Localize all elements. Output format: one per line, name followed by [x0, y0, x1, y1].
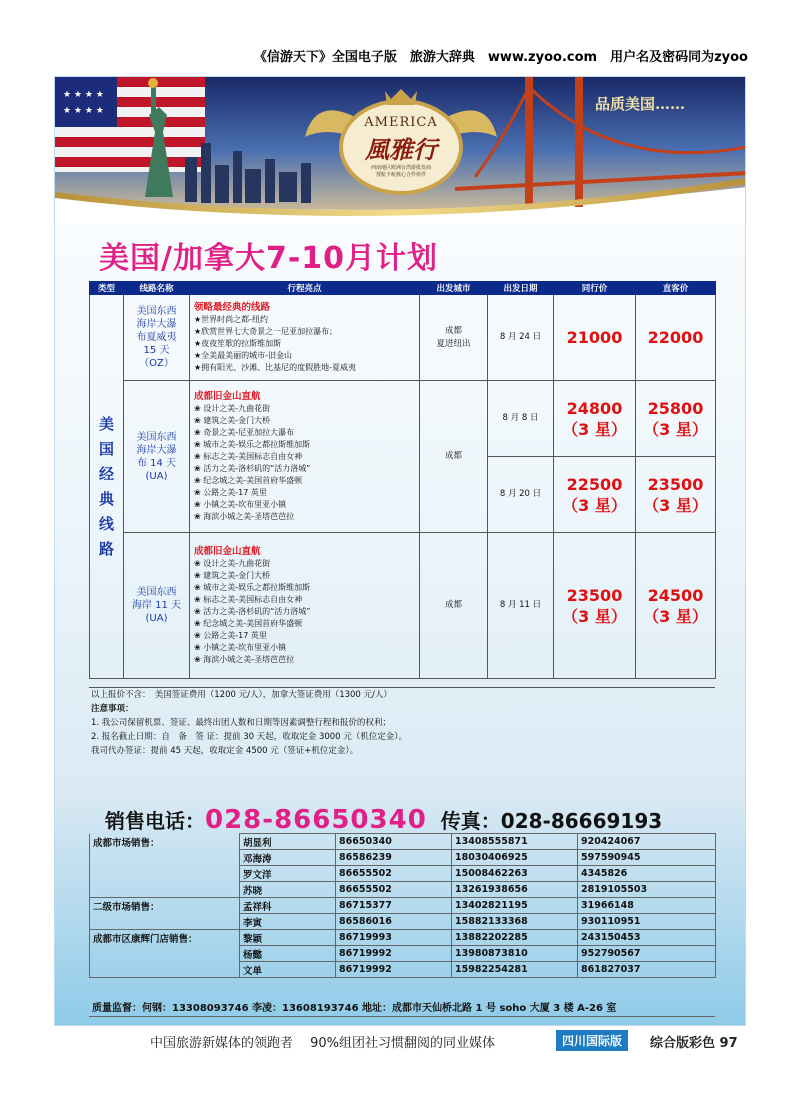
- edition-tag: 四川国际版: [556, 1030, 628, 1051]
- contact-mobile: 18030406925: [452, 850, 578, 866]
- contact-phone: 86715377: [336, 898, 452, 914]
- highlight-item: ❀ 城市之美-娱乐之都拉斯维加斯: [194, 439, 311, 449]
- footer-slogan: 中国旅游新媒体的领跑者 90%组团社习惯翻阅的同业媒体: [150, 1036, 496, 1051]
- contact-name: 邓海涛: [240, 850, 336, 866]
- direct-price: 22000: [636, 295, 716, 381]
- contact-mobile: 15008462263: [452, 866, 578, 882]
- notes: [89, 687, 715, 758]
- sales-contact-line: [105, 805, 662, 835]
- direct-price: 25800 （3 星）: [636, 381, 716, 457]
- contact-phone: 86719993: [336, 930, 452, 946]
- highlight-title: 领略最经典的线路: [194, 301, 271, 313]
- contact-qq: 861827037: [578, 962, 716, 978]
- contact-mobile: 13882202285: [452, 930, 578, 946]
- contact-qq: 31966148: [578, 898, 716, 914]
- table-row: [90, 866, 716, 882]
- table-row: [90, 930, 716, 946]
- contact-qq: 4345826: [578, 866, 716, 882]
- highlight-item: ❀ 建筑之美-金门大桥: [194, 570, 271, 580]
- category-char: 典: [98, 489, 114, 508]
- departure-date: 8 月 20 日: [488, 457, 554, 533]
- table-row: [90, 295, 716, 381]
- table-header-row: [90, 282, 716, 295]
- category-char: 路: [98, 539, 114, 558]
- contact-phone: 86586016: [336, 914, 452, 930]
- highlight-item: ❀ 纪念城之美-美国首府华盛顿: [194, 475, 303, 485]
- svg-text:★ ★ ★ ★: ★ ★ ★ ★: [63, 90, 104, 100]
- contact-phone: 86719992: [336, 962, 452, 978]
- logo-sub-2: 授航卡航核心合作伙伴: [375, 172, 426, 178]
- table-row: [90, 914, 716, 930]
- note-line: 以上报价不含： 美国签证费用（1200 元/人），加拿大签证费用（1300 元/人）: [91, 690, 392, 700]
- contact-qq: 930110951: [578, 914, 716, 930]
- highlight-item: ❀ 设计之美-九曲花街: [194, 558, 271, 568]
- table-row: [90, 962, 716, 978]
- contact-qq: 2819105503: [578, 882, 716, 898]
- table-row: [90, 946, 716, 962]
- departure-date: 8 月 24 日: [488, 295, 554, 381]
- contact-mobile: 13261938656: [452, 882, 578, 898]
- table-row: [90, 381, 716, 457]
- contact-phone: 86586239: [336, 850, 452, 866]
- contact-phone: 86655502: [336, 882, 452, 898]
- contact-name: 文单: [240, 962, 336, 978]
- highlight-item: ❀ 设计之美-九曲花街: [194, 403, 271, 413]
- contact-name: 苏晓: [240, 882, 336, 898]
- contact-name: 胡显利: [240, 834, 336, 850]
- logo-brand: AMERICA: [364, 115, 438, 130]
- group-label: 成都市区康辉门店销售：: [90, 930, 240, 946]
- contact-qq: 920424067: [578, 834, 716, 850]
- category-char: 经: [98, 464, 114, 483]
- highlight-item: ❀ 标志之美-美国标志自由女神: [194, 451, 303, 461]
- highlights-cell: [190, 381, 420, 533]
- category-char: 国: [98, 439, 114, 458]
- contact-mobile: 13402821195: [452, 898, 578, 914]
- note-line: 1. 我公司保留机票、签证、最终出团人数和日期等因素调整行程和报价的权利；: [91, 718, 391, 728]
- highlight-item: ❀ 纪念城之美-美国首府华盛顿: [194, 618, 303, 628]
- highlight-item: ❀ 小镇之美-坎布里亚小镇: [194, 642, 287, 652]
- highlight-item: ★世界时尚之都-纽约: [194, 314, 269, 324]
- group-label: 二级市场销售：: [90, 898, 240, 914]
- header-city: 出发城市: [420, 282, 488, 295]
- highlight-item: ❀ 标志之美-美国标志自由女神: [194, 594, 303, 604]
- header-route: 线路名称: [124, 282, 190, 295]
- note-line: 我司代办签证：提前 45 天起，收取定金 4500 元（签证+机位定金）。: [91, 746, 359, 756]
- contact-phone: 86719992: [336, 946, 452, 962]
- highlight-item: ❀ 海滨小城之美-圣塔芭芭拉: [194, 654, 295, 664]
- note-line: 2. 报名截止日期：自 备 签 证：提前 30 天起，收取定金 3000 元（机位定金）。: [91, 732, 408, 742]
- highlight-item: ❀ 奇景之美-尼亚加拉大瀑布: [194, 427, 295, 437]
- fax-number: 028-86669193: [500, 809, 663, 833]
- header-date: 出发日期: [488, 282, 554, 295]
- contact-phone: 86655502: [336, 866, 452, 882]
- contact-name: 杨懿: [240, 946, 336, 962]
- contact-mobile: 15982254281: [452, 962, 578, 978]
- sales-phone-label: 销售电话：: [105, 809, 205, 833]
- peer-price: 23500 （3 星）: [554, 533, 636, 679]
- highlight-item: ❀ 活力之美-洛杉矶的“活力洛城”: [194, 606, 311, 616]
- highlights-cell: [190, 295, 420, 381]
- contact-qq: 952790567: [578, 946, 716, 962]
- contact-qq: 243150453: [578, 930, 716, 946]
- contact-mobile: 15882133368: [452, 914, 578, 930]
- logo-main: 風雅行: [365, 135, 437, 164]
- logo: [345, 115, 457, 179]
- highlight-title: 成都旧金山直航: [194, 390, 261, 402]
- direct-price: 24500 （3 星）: [636, 533, 716, 679]
- page-footer: [0, 1030, 800, 1052]
- contact-name: 罗文洋: [240, 866, 336, 882]
- route-name: 美国东西 海岸 11 天 (UA): [124, 533, 190, 679]
- highlights-cell: [190, 533, 420, 679]
- highlight-item: ❀ 小镇之美-坎布里亚小镇: [194, 499, 287, 509]
- category-label: [90, 412, 123, 562]
- us-flag: [55, 77, 205, 172]
- peer-price: 21000: [554, 295, 636, 381]
- banner-slogan: 品质美国……: [595, 95, 686, 113]
- highlight-item: ❀ 活力之美-洛杉矶的“活力洛城”: [194, 463, 311, 473]
- banner: [55, 77, 746, 225]
- contact-mobile: 13980873810: [452, 946, 578, 962]
- quality-supervision: 质量监督：何钢：13308093746 李凌：13608193746 地址：成都市天仙桥北路 1 号 soho 大厦 3 楼 A-26 室: [89, 997, 715, 1017]
- header-direct-price: 直客价: [636, 282, 716, 295]
- contacts-table: [89, 833, 716, 978]
- highlight-item: ❀ 城市之美-娱乐之都拉斯维加斯: [194, 582, 311, 592]
- highlight-item: ❀ 公路之美-17 英里: [194, 487, 267, 497]
- highlight-item: ❀ 公路之美-17 英里: [194, 630, 267, 640]
- departure-city: 成都: [420, 533, 488, 679]
- departure-date: 8 月 8 日: [488, 381, 554, 457]
- highlight-item: ★全美最美丽的城市-旧金山: [194, 350, 293, 360]
- contact-name: 黎颖: [240, 930, 336, 946]
- sales-phone: 028-86650340: [205, 805, 427, 835]
- route-name: 美国东西 海岸大瀑 布夏威夷 15 天 （OZ）: [124, 295, 190, 381]
- departure-city: 成都: [420, 381, 488, 533]
- highlight-item: ★欣赏世界七大奇景之一尼亚加拉瀑布；: [194, 326, 338, 336]
- svg-text:★ ★ ★ ★: ★ ★ ★ ★: [63, 106, 104, 116]
- fax-label: 传真：: [440, 809, 501, 833]
- category-cell: [90, 295, 124, 679]
- highlight-item: ★夜夜笙歌的拉斯维加斯: [194, 338, 282, 348]
- table-row: [90, 834, 716, 850]
- plan-title: 美国/加拿大7-10月计划: [99, 241, 439, 276]
- highlight-title: 成都旧金山直航: [194, 545, 261, 557]
- header-type: 类型: [90, 282, 124, 295]
- contact-qq: 597590945: [578, 850, 716, 866]
- departure-city: 成都 夏进纽出: [420, 295, 488, 381]
- header-peer-price: 同行价: [554, 282, 636, 295]
- table-row: [90, 850, 716, 866]
- route-name: 美国东西 海岸大瀑 布 14 天 (UA): [124, 381, 190, 533]
- departure-date: 8 月 11 日: [488, 533, 554, 679]
- highlight-item: ★拥有阳光、沙滩、比基尼的度假胜地-夏威夷: [194, 362, 357, 372]
- itinerary-table: [89, 281, 716, 679]
- contact-name: 孟祥科: [240, 898, 336, 914]
- category-char: 线: [98, 514, 114, 533]
- publication-header: 《信游天下》全国电子版 旅游大辞典 www.zyoo.com 用户名及密码同为zyoo: [253, 50, 748, 65]
- table-row: [90, 882, 716, 898]
- table-row: [90, 533, 716, 679]
- note-line: 注意事项：: [91, 704, 134, 714]
- peer-price: 22500 （3 星）: [554, 457, 636, 533]
- contact-phone: 86650340: [336, 834, 452, 850]
- page-number: 综合版彩色 97: [650, 1036, 738, 1051]
- contact-name: 李寅: [240, 914, 336, 930]
- group-label: 成都市场销售：: [90, 834, 240, 850]
- logo-sub-1: 西南地区欧洲台湾游批发商: [370, 165, 431, 171]
- table-row: [90, 898, 716, 914]
- highlight-item: ❀ 海滨小城之美-圣塔芭芭拉: [194, 511, 295, 521]
- peer-price: 24800 （3 星）: [554, 381, 636, 457]
- highlight-item: ❀ 建筑之美-金门大桥: [194, 415, 271, 425]
- header-highlights: 行程亮点: [190, 282, 420, 295]
- ad-panel: [54, 76, 746, 1026]
- contact-mobile: 13408555871: [452, 834, 578, 850]
- direct-price: 23500 （3 星）: [636, 457, 716, 533]
- category-char: 美: [98, 414, 114, 433]
